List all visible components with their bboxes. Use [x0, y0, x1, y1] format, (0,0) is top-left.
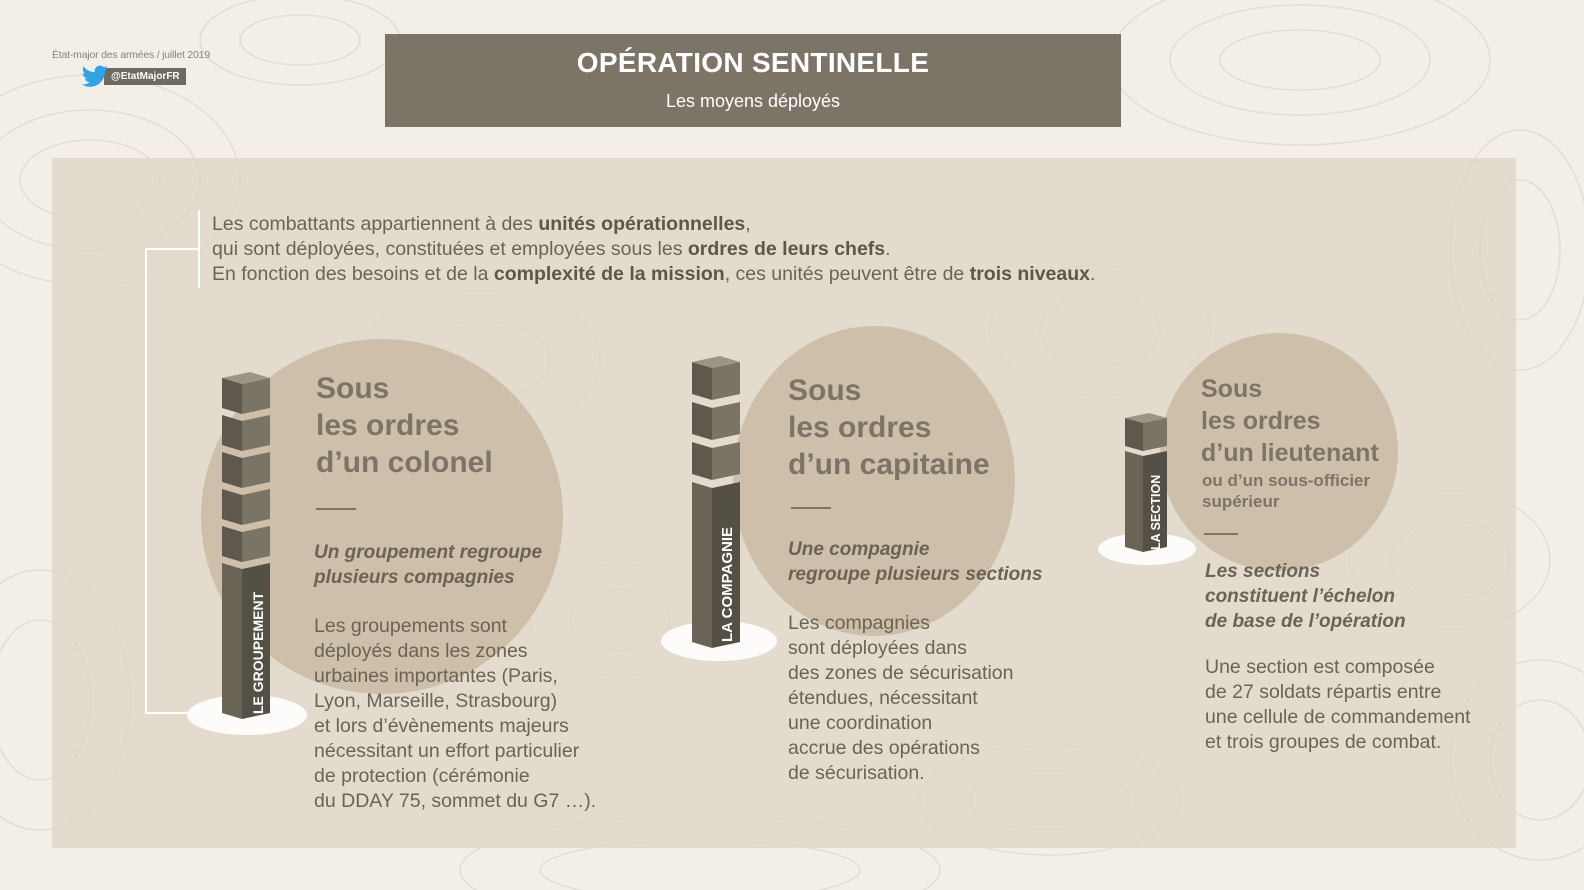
twitter-handle[interactable]: @EtatMajorFR [104, 68, 186, 85]
unit-lead: Une compagnie regroupe plusieurs sections [788, 539, 1043, 585]
tower-label-section: LA SECTION [1149, 474, 1163, 550]
tower-label-compagnie: LA COMPAGNIE [719, 527, 736, 642]
page-subtitle: Les moyens déployés [665, 91, 841, 111]
unit-heading: Sous les ordres d’un lieutenant [1201, 375, 1379, 467]
unit-description: Les compagnies sont déployées dans des zones de sécurisation étendues, nécessitant une coordination accrue des opérations de sécurisation. [788, 612, 1014, 784]
intro-bar [198, 210, 200, 288]
divider [791, 507, 831, 509]
unit-heading-small: ou d’un sous-officier supérieur [1202, 471, 1371, 511]
unit-description: Une section est composée de 27 soldats répartis entre une cellule de commandement et trois groupes de combat. [1205, 656, 1471, 753]
header-banner [385, 34, 1121, 127]
bracket-line-top [145, 248, 198, 250]
credit-text: État-major des armées / juillet 2019 [52, 49, 210, 61]
page-title: OPÉRATION SENTINELLE [576, 47, 930, 78]
bracket-line [145, 248, 147, 714]
unit-description: Les groupements sont déployés dans les zones urbaines importantes (Paris, Lyon, Marseille, Strasbourg) et lors d’évènements majeurs nécessitant un effort particulier de protection (cérémonie du DDAY 75, sommet du G7 …). [314, 615, 597, 812]
unit-lead: Un groupement regroupe plusieurs compagnies [314, 542, 543, 588]
divider [316, 508, 356, 510]
unit-heading: Sous les ordres d’un capitaine [788, 374, 990, 481]
unit-heading: Sous les ordres d’un colonel [316, 372, 493, 479]
unit-lead: Les sections constituent l’échelon de base de l’opération [1205, 561, 1406, 632]
tower-label-groupement: LE GROUPEMENT [250, 591, 266, 714]
twitter-bird-icon [80, 63, 110, 89]
intro-text: Les combattants appartiennent à des unités opérationnelles, qui sont déployées, constituées et employées sous les ordres de leurs chefs. En fonction des besoins et de la complexité de la mission, ces unités peuvent être de trois niveaux. [212, 213, 1096, 285]
divider [1204, 533, 1238, 535]
